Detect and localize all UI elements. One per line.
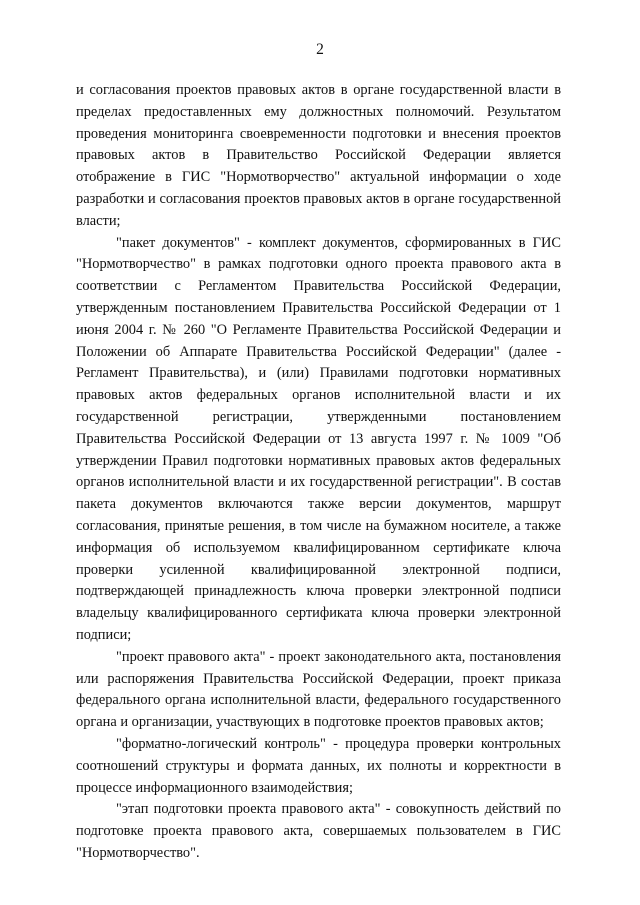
- page-number: 2: [316, 41, 324, 58]
- paragraph-draft-legal-act-definition: "проект правового акта" - проект законодательного акта, постановления или распоряжения Правительства Российской Федерации, проект приказа федерального органа исполнительной власти, федерального государственного органа и организации, участвующих в подготовке проектов правовых актов;: [76, 648, 561, 731]
- document-body: [76, 80, 561, 865]
- paragraph-preparation-stage-definition: "этап подготовки проекта правового акта" - совокупность действий по подготовке проекта правового акта, совершаемых пользователем в ГИС "Нормотворчество".: [76, 801, 561, 861]
- paragraph-format-logical-control-definition: "форматно-логический контроль" - процедура проверки контрольных соотношений структуры и формата данных, их полноты и корректности в процессе информационного взаимодействия;: [76, 735, 561, 796]
- paragraph-continuation: и согласования проектов правовых актов в органе государственной власти в пределах предоставленных ему должностных полномочий. Результатом проведения мониторинга своевременности подготовки и внесения проектов правовых актов в Правительство Российской Федерации является отображение в ГИС "Нормотворчество" актуальной информации о ходе разработки и согласования проектов правовых актов в органе государственной власти;: [76, 82, 561, 229]
- paragraph-document-package-definition: "пакет документов" - комплект документов, сформированных в ГИС "Нормотворчество" в рамках подготовки одного проекта правового акта в соответствии с Регламентом Правительства Российской Федерации, утвержденным постановлением Правительства Российской Федерации от 1 июня 2004 г. № 260 "О Регламенте Правительства Российской Федерации и Положении об Аппарате Правительства Российской Федерации" (далее - Регламент Правительства), и (или) Правилами подготовки нормативных правовых актов федеральных органов исполнительной власти и их государственной регистрации, утвержденными постановлением Правительства Российской Федерации от 13 августа 1997 г. № 1009 "Об утверждении Правил подготовки нормативных правовых актов федеральных органов исполнительной власти и их государственной регистрации". В состав пакета документов включаются также версии документов, маршрут согласования, принятые решения, в том числе на бумажном носителе, а также информация об используемом квалифицированном сертификате ключа проверки усиленной квалифицированной электронной подписи, подтверждающей принадлежность ключа проверки электронной подписи владельцу квалифицированного сертификата ключа проверки электронной подписи;: [76, 234, 561, 643]
